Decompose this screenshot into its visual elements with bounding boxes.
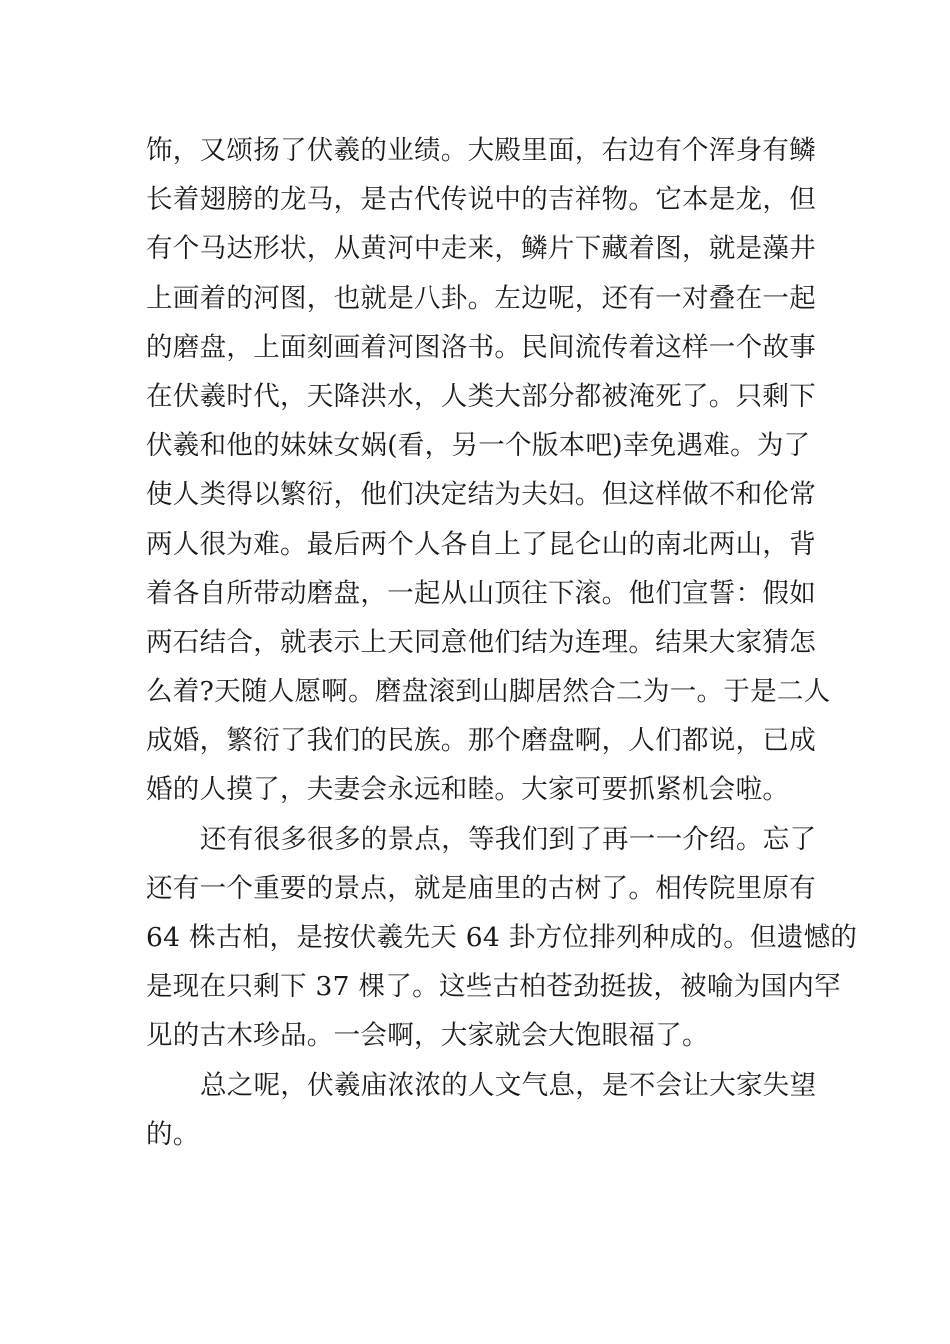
text-line: 两人很为难。最后两个人各自上了昆仑山的南北两山，背 — [146, 528, 816, 560]
text-line: 长着翅膀的龙马，是古代传说中的吉祥物。它本是龙，但 — [146, 184, 816, 216]
text-line: 着各自所带动磨盘，一起从山顶往下滚。他们宣誓：假如 — [146, 577, 816, 609]
text-line: 见的古木珍品。一会啊，大家就会大饱眼福了。 — [146, 1020, 709, 1052]
text-line: 么着?天随人愿啊。磨盘滚到山脚居然合二为一。于是二人 — [146, 676, 831, 708]
text-line: 两石结合，就表示上天同意他们结为连理。结果大家猜怎 — [146, 626, 816, 658]
text-line-indented: 总之呢，伏羲庙浓浓的人文气息，是不会让大家失望 — [200, 1069, 817, 1101]
text-line: 伏羲和他的妹妹女娲(看，另一个版本吧)幸免遇难。为了 — [146, 430, 811, 462]
document-body — [146, 126, 858, 1159]
text-line: 的磨盘，上面刻画着河图洛书。民间流传着这样一个故事 — [146, 331, 816, 363]
text-line: 64 株古柏，是按伏羲先天 64 卦方位排列种成的。但遗憾的 — [146, 922, 858, 953]
paragraph-2 — [146, 815, 858, 1061]
text-line: 饰，又颂扬了伏羲的业绩。大殿里面，右边有个浑身有鳞 — [146, 135, 816, 166]
text-line: 使人类得以繁衍，他们决定结为夫妇。但这样做不和伦常 — [146, 479, 816, 511]
paragraph-3 — [146, 1061, 817, 1159]
text-line: 还有一个重要的景点，就是庙里的古树了。相传院里原有 — [146, 872, 816, 904]
text-line: 的。 — [146, 1118, 200, 1150]
text-line: 成婚，繁衍了我们的民族。那个磨盘啊，人们都说，已成 — [146, 725, 816, 757]
text-line: 是现在只剩下 37 棵了。这些古柏苍劲挺拔，被喻为国内罕 — [146, 971, 841, 1003]
text-line: 上画着的河图，也就是八卦。左边呢，还有一对叠在一起 — [146, 282, 816, 314]
text-line: 婚的人摸了，夫妻会永远和睦。大家可要抓紧机会啦。 — [146, 774, 790, 806]
text-line: 在伏羲时代，天降洪水，人类大部分都被淹死了。只剩下 — [146, 380, 816, 412]
text-line: 有个马达形状，从黄河中走来，鳞片下藏着图，就是藻井 — [146, 233, 816, 265]
text-line-indented: 还有很多很多的景点，等我们到了再一一介绍。忘了 — [200, 823, 817, 855]
paragraph-1 — [146, 126, 831, 815]
